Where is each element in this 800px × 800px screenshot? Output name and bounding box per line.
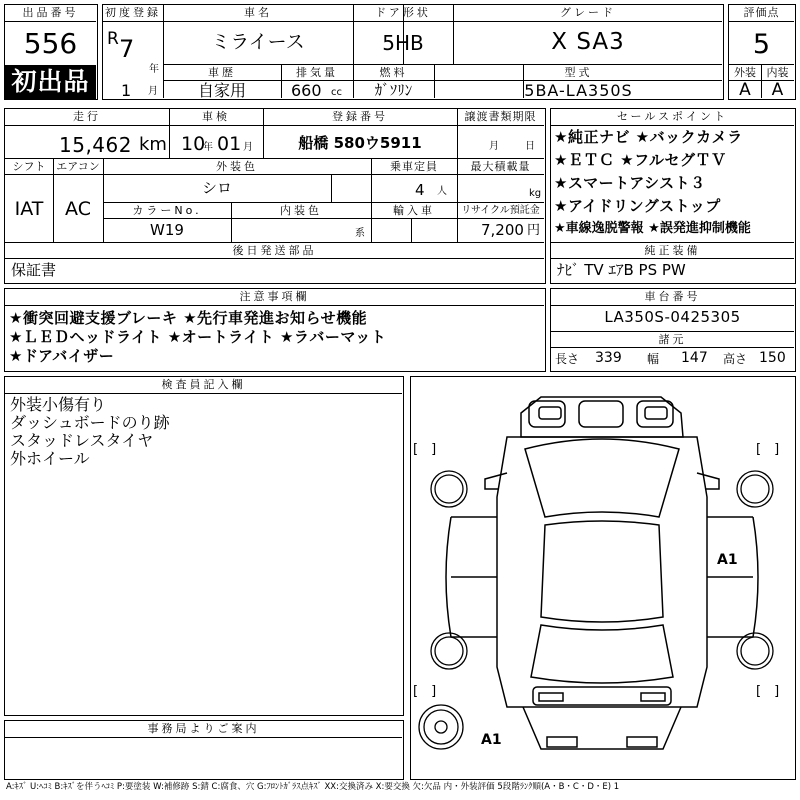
spec-box bbox=[4, 108, 546, 284]
car-name-label: 車名 bbox=[244, 6, 272, 19]
sales-point-2: ★ＥＴＣ ★フルセグＴＶ bbox=[554, 151, 727, 169]
chassis-label: 車台番号 bbox=[644, 290, 701, 303]
lot-number-label: 出品番号 bbox=[22, 6, 79, 19]
note-3: ★ドアバイザー bbox=[9, 347, 115, 365]
history: 自家用 bbox=[197, 81, 246, 100]
grade-label: グレード bbox=[560, 6, 616, 19]
shift-label: シフト bbox=[12, 160, 46, 173]
width: 147 bbox=[681, 350, 708, 366]
header-box bbox=[102, 4, 724, 100]
grade: X SA3 bbox=[551, 29, 625, 55]
dims-label: 諸元 bbox=[658, 333, 687, 346]
import-label: 輸入車 bbox=[393, 204, 435, 217]
office-label: 事務局よりご案内 bbox=[147, 722, 260, 735]
length: 339 bbox=[595, 350, 622, 366]
model-label: 型式 bbox=[564, 66, 593, 79]
car-name: ミライース bbox=[211, 31, 305, 53]
max-load-unit: kg bbox=[529, 188, 542, 199]
mileage: 15,462 bbox=[59, 133, 132, 157]
int-color-unit: 系 bbox=[355, 228, 365, 239]
sales-point-4: ★アイドリングストップ bbox=[554, 197, 721, 215]
sales-point-1: ★純正ナビ ★バックカメラ bbox=[554, 128, 743, 146]
damage-diagram bbox=[410, 376, 796, 780]
inspection-year: 10 bbox=[181, 133, 206, 155]
notes-box bbox=[4, 288, 546, 372]
note-1: ★衝突回避支援ブレーキ ★先行車発進お知らせ機能 bbox=[9, 309, 368, 327]
recycle-unit: 円 bbox=[527, 223, 541, 238]
model-code: 5BA-LA350S bbox=[524, 81, 633, 100]
chassis-number: LA350S-0425305 bbox=[604, 308, 741, 326]
max-load-label: 最大積載量 bbox=[470, 160, 531, 173]
transfer-day-unit: 日 bbox=[525, 141, 535, 152]
door-type: 5HB bbox=[382, 31, 424, 55]
inspection-label: 車検 bbox=[202, 110, 230, 123]
notes-label: 注意事項欄 bbox=[239, 290, 310, 303]
inspection-month: 01 bbox=[217, 133, 242, 155]
ext-grade: A bbox=[739, 80, 751, 100]
inspector-line-4: 外ホイール bbox=[10, 449, 90, 468]
damage-mark-right: A1 bbox=[717, 552, 738, 568]
year-unit: 年 bbox=[149, 64, 159, 75]
fuel: ｶﾞｿﾘﾝ bbox=[374, 81, 413, 99]
inspector-line-1: 外装小傷有り bbox=[10, 395, 107, 414]
mileage-unit: km bbox=[139, 134, 167, 155]
lot-number-box bbox=[4, 4, 98, 100]
inspector-box bbox=[4, 376, 404, 716]
plate-label: 登録番号 bbox=[332, 110, 388, 123]
displacement-unit: cc bbox=[331, 87, 342, 98]
sales-point-3: ★スマートアシスト３ bbox=[554, 174, 706, 192]
inspector-label: 検査員記入欄 bbox=[161, 378, 246, 391]
score-label: 評価点 bbox=[743, 6, 780, 19]
transfer-month-unit: 月 bbox=[489, 141, 499, 152]
height-label: 高さ bbox=[723, 352, 748, 366]
inspector-line-2: ダッシュボードのり跡 bbox=[10, 413, 170, 432]
office-box bbox=[4, 720, 404, 780]
ext-grade-label: 外装 bbox=[734, 66, 756, 79]
ext-color-label: 外装色 bbox=[216, 160, 258, 173]
bracket-left-rear: [ ] bbox=[413, 684, 437, 699]
capacity-label: 乗車定員 bbox=[390, 160, 438, 173]
sales-points-label: セールスポイント bbox=[616, 110, 728, 123]
plate-number: 船橋 580ウ5911 bbox=[298, 134, 422, 152]
first-registration-label: 初度登録 bbox=[105, 6, 161, 19]
month-unit: 月 bbox=[148, 86, 158, 97]
recycle-fee: 7,200 bbox=[481, 221, 524, 239]
bracket-left-front: [ ] bbox=[413, 442, 437, 457]
capacity: 4 bbox=[415, 181, 425, 199]
first-reg-month: 1 bbox=[121, 81, 132, 100]
inspector-line-3: スタッドレスタイヤ bbox=[10, 431, 154, 450]
era-year: 7 bbox=[119, 35, 135, 63]
width-label: 幅 bbox=[647, 352, 660, 366]
inspection-year-unit: 年 bbox=[203, 142, 213, 153]
height: 150 bbox=[759, 350, 786, 366]
color-no: W19 bbox=[150, 221, 184, 239]
inspection-month-unit: 月 bbox=[243, 142, 253, 153]
length-label: 長さ bbox=[555, 352, 580, 366]
int-grade: A bbox=[771, 80, 784, 100]
displacement-label: 排気量 bbox=[296, 66, 338, 79]
history-label: 車歴 bbox=[208, 66, 236, 79]
chassis-box bbox=[550, 288, 796, 372]
capacity-unit: 人 bbox=[437, 186, 447, 197]
int-grade-label: 内装 bbox=[766, 66, 789, 79]
first-time-badge: 初出品 bbox=[5, 65, 96, 99]
note-2: ★ＬＥＤヘッドライト ★オートライト ★ラバーマット bbox=[9, 328, 387, 346]
bracket-right-rear: [ ] bbox=[756, 684, 780, 699]
bracket-right-front: [ ] bbox=[756, 442, 780, 457]
car-outline-diagram bbox=[411, 377, 793, 777]
displacement: 660 bbox=[291, 81, 322, 100]
air-conditioner: AC bbox=[65, 198, 91, 220]
color-no-label: カラーNo. bbox=[132, 204, 202, 217]
lot-number: 556 bbox=[23, 27, 78, 60]
fuel-label: 燃料 bbox=[379, 66, 408, 79]
sales-points-box bbox=[550, 108, 796, 284]
equipment: ﾅﾋﾞ TV ｴｱB PS PW bbox=[557, 261, 686, 279]
era: R bbox=[107, 29, 119, 49]
damage-mark-bottom: A1 bbox=[481, 732, 502, 748]
ext-color: シロ bbox=[201, 179, 232, 197]
footer-legend: A:ｷｽﾞ U:ﾍｺﾐ B:ｷｽﾞを伴うﾍｺﾐ P:要塗装 W:補修跡 S:錆 C:腐食、穴 G:ﾌﾛﾝﾄｶﾞﾗｽ点ｷｽﾞ XX:交換済み X:要交換 欠:欠品 内・外装評価 5段階ﾗﾝｸ順(A・B・C・D・E) 1 bbox=[6, 782, 620, 792]
ac-label: エアコン bbox=[56, 160, 100, 173]
transfer-doc-label: 譲渡書類期限 bbox=[464, 110, 537, 123]
later-items: 保証書 bbox=[11, 261, 57, 279]
shift: IAT bbox=[14, 198, 44, 220]
later-items-label: 後日発送部品 bbox=[232, 244, 317, 257]
mileage-label: 走行 bbox=[73, 110, 101, 123]
score-box bbox=[728, 4, 796, 100]
door-label: ドア形状 bbox=[375, 6, 431, 19]
sales-point-5: ★車線逸脱警報 ★誤発進抑制機能 bbox=[554, 221, 751, 236]
int-color-label: 内装色 bbox=[280, 204, 322, 217]
recycle-label: リサイクル預託金 bbox=[461, 205, 540, 216]
equipment-label: 純正装備 bbox=[644, 244, 701, 257]
score: 5 bbox=[752, 29, 771, 60]
